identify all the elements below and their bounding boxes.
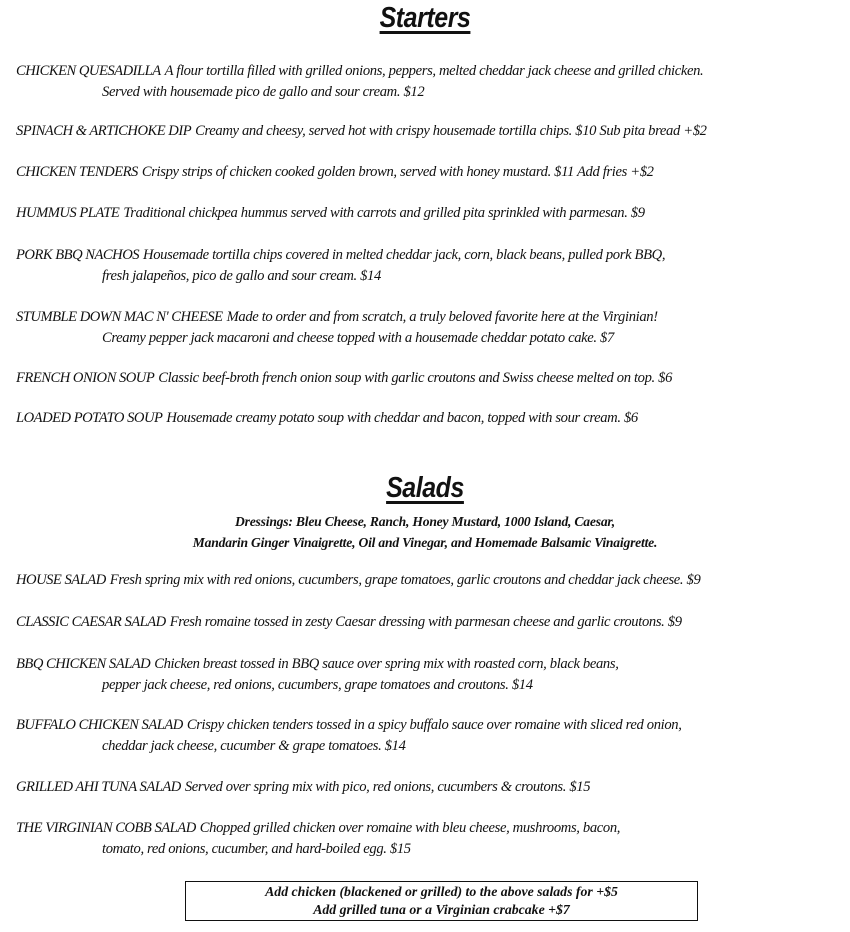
addon-line-2: Add grilled tuna or a Virginian crabcake +$7: [313, 902, 570, 917]
item-name: FRENCH ONION SOUP: [16, 370, 155, 386]
menu-item: [16, 818, 846, 860]
item-description: Housemade tortilla chips covered in melted cheddar jack, corn, black beans, pulled pork BBQ,: [143, 247, 666, 263]
salads-heading: [60, 472, 791, 505]
addon-line-1: Add chicken (blackened or grilled) to the above salads for +$5: [265, 884, 618, 899]
dressings-line-2: Mandarin Ginger Vinaigrette, Oil and Vinegar, and Homemade Balsamic Vinaigrette.: [192, 535, 658, 550]
menu-item: [16, 777, 846, 798]
item-name: CHICKEN QUESADILLA: [16, 63, 161, 79]
item-description-continued: Creamy pepper jack macaroni and cheese topped with a housemade cheddar potato cake. $7: [102, 330, 614, 346]
dressings-list: [0, 511, 850, 553]
item-description: A flour tortilla filled with grilled onions, peppers, melted cheddar jack cheese and grilled chicken.: [164, 63, 704, 79]
item-description-continued: fresh jalapeños, pico de gallo and sour cream. $14: [102, 268, 381, 284]
starters-heading-text: Starters: [379, 2, 471, 34]
item-description: Made to order and from scratch, a truly beloved favorite here at the Virginian!: [226, 309, 658, 325]
salads-heading-text: Salads: [386, 472, 464, 504]
dressings-line-1: Dressings: Bleu Cheese, Ranch, Honey Mustard, 1000 Island, Caesar,: [235, 514, 615, 529]
item-name: GRILLED AHI TUNA SALAD: [16, 779, 181, 795]
item-name: BBQ CHICKEN SALAD: [16, 656, 151, 672]
item-name: SPINACH & ARTICHOKE DIP: [16, 123, 192, 139]
menu-item: [16, 245, 846, 287]
menu-item: [16, 203, 846, 224]
menu-item: [16, 307, 846, 349]
starters-heading: [60, 2, 791, 35]
menu-item: [16, 368, 846, 389]
item-description: Creamy and cheesy, served hot with crispy housemade tortilla chips. $10 Sub pita bread +$2: [195, 123, 707, 139]
item-description-continued: Served with housemade pico de gallo and sour cream. $12: [102, 84, 425, 100]
menu-item: [16, 121, 846, 142]
menu-item: [16, 570, 846, 591]
item-name: CHICKEN TENDERS: [16, 164, 138, 180]
item-description: Traditional chickpea hummus served with carrots and grilled pita sprinkled with parmesan. $9: [123, 205, 645, 221]
menu-item: [16, 162, 846, 183]
menu-item: [16, 61, 846, 103]
salad-addons-box: [185, 881, 698, 921]
item-name: LOADED POTATO SOUP: [16, 410, 163, 426]
menu-item: [16, 715, 846, 757]
item-description: Served over spring mix with pico, red onions, cucumbers & croutons. $15: [184, 779, 591, 795]
item-description: Housemade creamy potato soup with cheddar and bacon, topped with sour cream. $6: [166, 410, 638, 426]
item-name: PORK BBQ NACHOS: [16, 247, 140, 263]
menu-item: [16, 654, 846, 696]
item-name: HOUSE SALAD: [16, 572, 106, 588]
item-name: BUFFALO CHICKEN SALAD: [16, 717, 183, 733]
item-description: Chopped grilled chicken over romaine with bleu cheese, mushrooms, bacon,: [199, 820, 621, 836]
item-description-continued: cheddar jack cheese, cucumber & grape tomatoes. $14: [102, 738, 406, 754]
item-description-continued: tomato, red onions, cucumber, and hard-boiled egg. $15: [102, 841, 411, 857]
item-description: Crispy strips of chicken cooked golden brown, served with honey mustard. $11 Add fries +$2: [141, 164, 654, 180]
item-name: CLASSIC CAESAR SALAD: [16, 614, 166, 630]
item-name: STUMBLE DOWN MAC N' CHEESE: [16, 309, 223, 325]
menu-item: [16, 408, 846, 429]
item-description: Classic beef-broth french onion soup with garlic croutons and Swiss cheese melted on top. $6: [158, 370, 673, 386]
item-name: HUMMUS PLATE: [16, 205, 120, 221]
item-description: Chicken breast tossed in BBQ sauce over spring mix with roasted corn, black beans,: [154, 656, 619, 672]
item-description: Crispy chicken tenders tossed in a spicy buffalo sauce over romaine with sliced red onion,: [186, 717, 682, 733]
item-description: Fresh romaine tossed in zesty Caesar dressing with parmesan cheese and garlic croutons. $9: [169, 614, 682, 630]
item-description: Fresh spring mix with red onions, cucumbers, grape tomatoes, garlic croutons and cheddar jack cheese. $9: [109, 572, 701, 588]
item-description-continued: pepper jack cheese, red onions, cucumbers, grape tomatoes and croutons. $14: [102, 677, 533, 693]
menu-item: [16, 612, 846, 633]
item-name: THE VIRGINIAN COBB SALAD: [16, 820, 196, 836]
